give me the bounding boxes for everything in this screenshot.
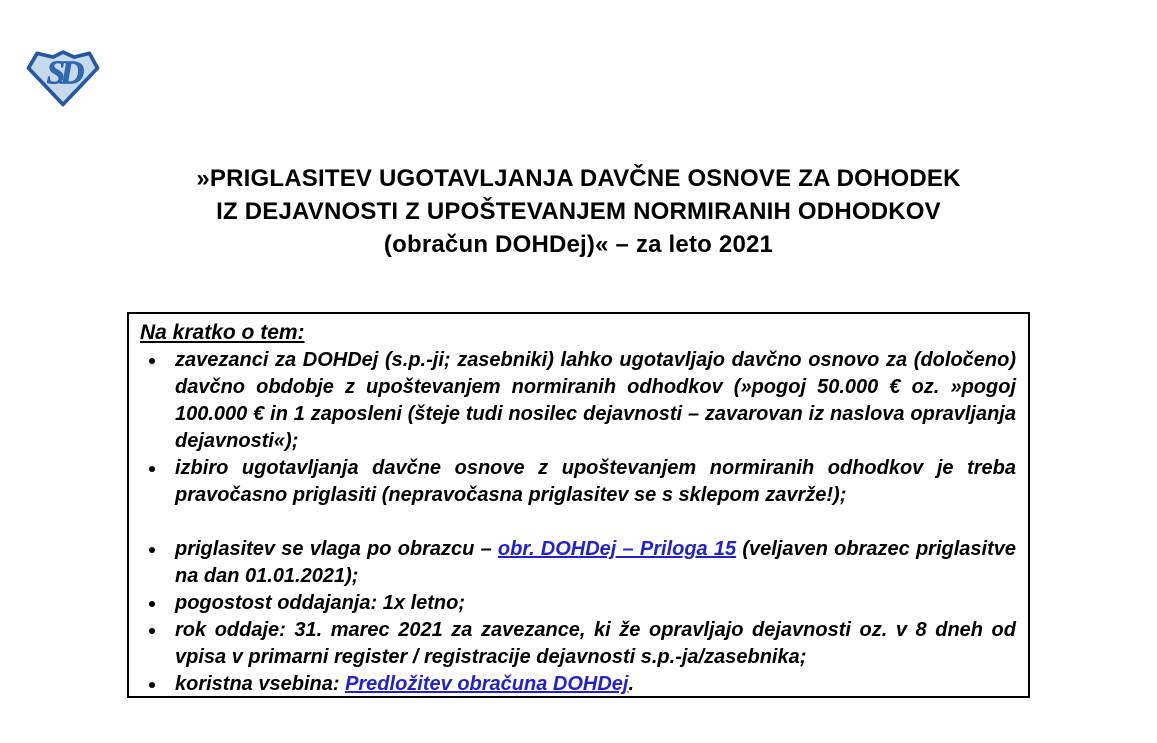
bullet-text: izbiro ugotavljanja davčne osnove z upoštevanjem normiranih odhodkov je treba pravočasno priglasiti (nepravočasna priglasitev se s sklepom zavrže!); xyxy=(175,457,1016,506)
sd-logo-icon xyxy=(26,47,100,109)
bullet-text: koristna vsebina: xyxy=(175,673,346,695)
bullet-text: (veljaven obrazec priglasitve na dan 01.01.2021); xyxy=(175,538,1016,587)
title-line-2: IZ DEJAVNOSTI Z UPOŠTEVANJEM NORMIRANIH ODHODKOV xyxy=(216,198,941,225)
bullet-item xyxy=(175,617,1016,671)
info-box-heading: Na kratko o tem: xyxy=(140,321,305,344)
bullet-text: zavezanci za DOHDej (s.p.-ji; zasebniki) lahko ugotavljajo davčno osnovo za (določeno) davčno obdobje z upoštevanjem normiranih odhodkov (»pogoj 50.000 € oz. »pogoj 100.000 € in 1 zaposleni (šteje tudi nosilec dejavnosti – zavarovan iz naslova opravljanja dejavnosti«); xyxy=(175,349,1016,452)
bullet-item xyxy=(175,347,1016,455)
bullet-item xyxy=(175,455,1016,509)
bullet-item xyxy=(175,590,1016,617)
hyperlink[interactable]: Predložitev obračuna DOHDej xyxy=(345,673,629,695)
bullet-item xyxy=(175,671,1016,698)
title-line-1: »PRIGLASITEV UGOTAVLJANJA DAVČNE OSNOVE ZA DOHODEK xyxy=(196,165,961,192)
info-box xyxy=(127,312,1030,698)
hyperlink[interactable]: obr. DOHDej – Priloga 15 xyxy=(497,538,737,560)
bullet-list xyxy=(140,347,1016,698)
title-line-3: (obračun DOHDej)« – za leto 2021 xyxy=(383,231,774,258)
bullet-item xyxy=(175,536,1016,590)
bullet-text: priglasitev se vlaga po obrazcu – xyxy=(175,538,498,560)
bullet-text: . xyxy=(628,673,635,695)
document-title xyxy=(127,162,1030,261)
bullet-text: rok oddaje: 31. marec 2021 za zavezance, ki že opravljajo dejavnosti oz. v 8 dneh od vpisa v primarni register / registracije dejavnosti s.p.-ja/zasebnika; xyxy=(175,619,1016,668)
sd-logo xyxy=(26,47,100,109)
logo-letters: SD xyxy=(46,54,80,92)
bullet-text: pogostost oddajanja: 1x letno; xyxy=(175,592,466,614)
